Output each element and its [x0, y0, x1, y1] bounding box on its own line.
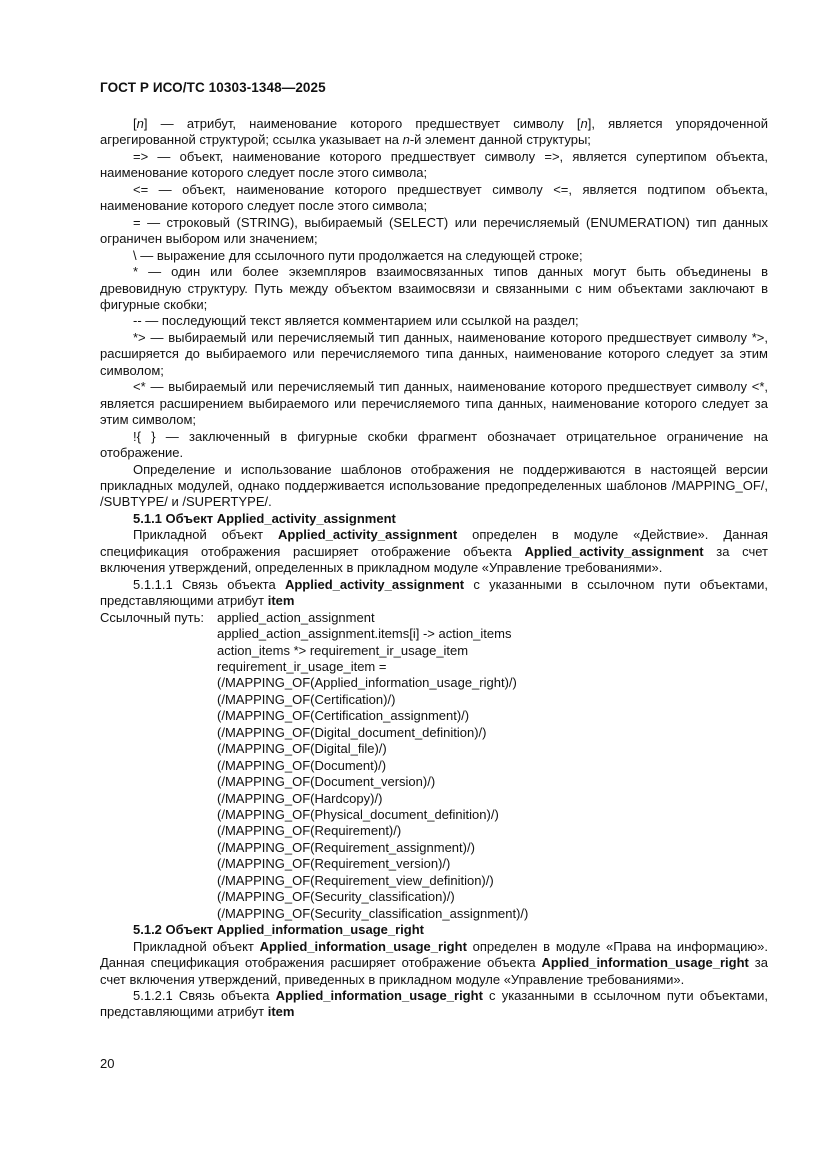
- reference-path-lines: [217, 610, 768, 923]
- reference-path-line: (/MAPPING_OF(Requirement_view_definition)/): [217, 872, 494, 888]
- reference-path-line: (/MAPPING_OF(Hardcopy)/): [217, 790, 383, 806]
- definition-item: <* — выбираемый или перечисляемый тип данных, наименование которого предшествует символу <*, является расширением выбираемого или перечисляемого типа данных, наименование которого следует за этим символом;: [100, 379, 768, 428]
- reference-path-line: requirement_ir_usage_item =: [217, 658, 387, 674]
- definition-item: -- — последующий текст является комментарием или ссылкой на раздел;: [133, 313, 579, 329]
- page-number: 20: [100, 1056, 115, 1071]
- reference-path-line: (/MAPPING_OF(Digital_document_definition)/): [217, 724, 487, 740]
- section-intro-5-1-2: Прикладной объект Applied_information_usage_right определен в модуле «Права на информацию». Данная спецификация отображения расширяет отображение объекта Applied_information_usage_right за счет включения утверждений, приведенных в прикладном модуле «Управление требованиями».: [100, 938, 769, 987]
- reference-path-line: action_items *> requirement_ir_usage_item: [217, 642, 469, 658]
- reference-path-line: applied_action_assignment.items[i] -> action_items: [217, 626, 512, 642]
- reference-path-line: (/MAPPING_OF(Document)/): [217, 757, 387, 773]
- definition-item: \ — выражение для ссылочного пути продолжается на следующей строке;: [133, 247, 583, 263]
- definition-item: [n] — атрибут, наименование которого предшествует символу [n], является упорядоченной агрегированной структурой; ссылка указывает на n-й элемент данной структуры;: [100, 116, 768, 148]
- document-header: ГОСТ Р ИСО/ТС 10303-1348—2025: [100, 80, 326, 95]
- section-heading-5-1-1: 5.1.1 Объект Applied_activity_assignment: [133, 510, 396, 526]
- reference-path-line: (/MAPPING_OF(Requirement)/): [217, 823, 402, 839]
- definition-item: * — один или более экземпляров взаимосвязанных типов данных могут быть объединены в древовидную структуру. Путь между объектом взаимосвязи и связанными с ним объектами заключают в фигурные скобки;: [100, 264, 768, 312]
- reference-path: [100, 610, 768, 923]
- reference-path-line: (/MAPPING_OF(Applied_information_usage_right)/): [217, 675, 517, 691]
- reference-path-line: (/MAPPING_OF(Document_version)/): [217, 774, 436, 790]
- reference-path-line: (/MAPPING_OF(Physical_document_definition)/): [217, 807, 499, 823]
- reference-path-line: (/MAPPING_OF(Requirement_assignment)/): [217, 839, 475, 855]
- reference-path-line: (/MAPPING_OF(Certification_assignment)/): [217, 708, 470, 724]
- reference-path-line: applied_action_assignment: [217, 609, 375, 625]
- section-intro-5-1-1: Прикладной объект Applied_activity_assignment определен в модуле «Действие». Данная спецификация отображения расширяет отображение объекта Applied_activity_assignment за счет включения утверждений, определенных в прикладном модуле «Управление требованиями».: [100, 527, 768, 576]
- templates-note: Определение и использование шаблонов отображения не поддерживаются в настоящей версии прикладных модулей, однако поддерживается использование предопределенных шаблонов /MAPPING_OF/, /SUBTYPE/ и /SUPERTYPE/.: [100, 461, 768, 510]
- reference-path-line: (/MAPPING_OF(Security_classification)/): [217, 889, 455, 905]
- definition-item: *> — выбираемый или перечисляемый тип данных, наименование которого предшествует символу *>, расширяется до выбираемого или перечисляемого типа данных, наименование которого следует за этим символом;: [100, 329, 768, 378]
- definition-item: = — строковый (STRING), выбираемый (SELECT) или перечисляемый (ENUMERATION) тип данных ограничен выбором или значением;: [100, 214, 768, 247]
- reference-path-line: (/MAPPING_OF(Security_classification_assignment)/): [217, 905, 529, 921]
- reference-path-line: (/MAPPING_OF(Requirement_version)/): [217, 856, 451, 872]
- definition-item: !{ } — заключенный в фигурные скобки фрагмент обозначает отрицательное ограничение на отображение.: [100, 428, 768, 461]
- section-heading-5-1-2: 5.1.2 Объект Applied_information_usage_right: [133, 922, 424, 938]
- definition-item: <= — объект, наименование которого предшествует символу <=, является подтипом объекта, наименование которого следует после этого символа;: [100, 181, 768, 214]
- definition-item: => — объект, наименование которого предшествует символу =>, является супертипом объекта, наименование которого следует после этого символа;: [100, 148, 768, 181]
- page-body: [100, 116, 768, 1021]
- reference-path-label: Ссылочный путь:: [100, 609, 204, 625]
- reference-path-line: (/MAPPING_OF(Certification)/): [217, 691, 396, 707]
- subsection-5-1-2-1: 5.1.2.1 Связь объекта Applied_information_usage_right с указанными в ссылочном пути объектами, представляющими атрибут item: [100, 988, 769, 1020]
- subsection-5-1-1-1: 5.1.1.1 Связь объекта Applied_activity_assignment с указанными в ссылочном пути объектами, представляющими атрибут item: [100, 576, 769, 609]
- reference-path-line: (/MAPPING_OF(Digital_file)/): [217, 741, 387, 757]
